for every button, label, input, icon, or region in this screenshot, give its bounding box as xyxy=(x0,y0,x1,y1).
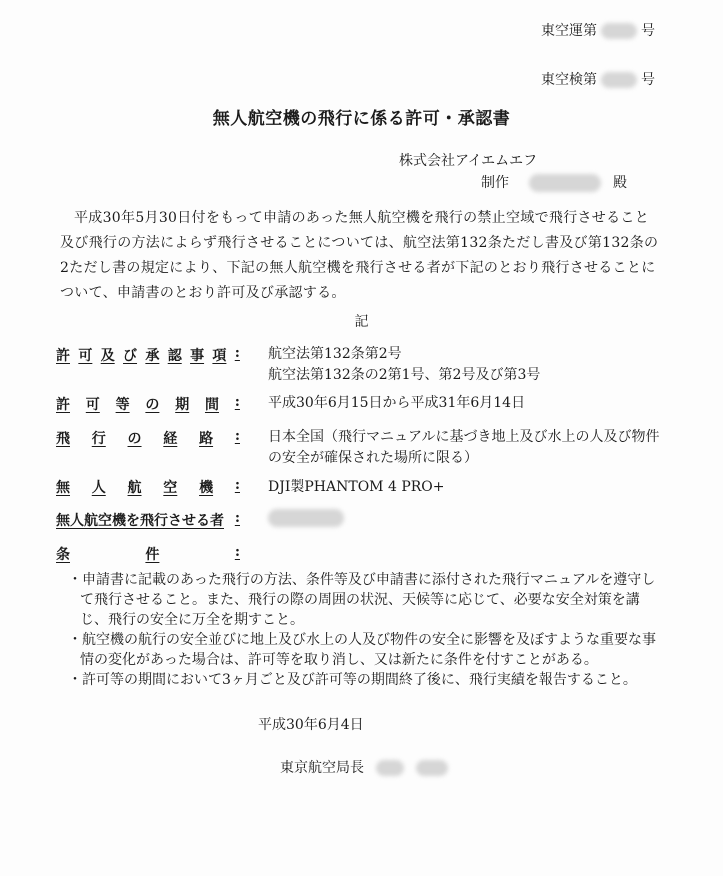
route-label: 飛 行 の 経 路 : xyxy=(56,428,240,447)
body-paragraph: 平成30年5月30日付をもって申請のあった無人航空機を飛行の禁止空域で飛行させること及び飛行の方法によらず飛行させることについては、航空法第132条ただし書及び第132条の2ただし書の規定により、下記の無人航空機を飛行させる者が下記のとおり飛行させることについて、申請書のとおり許可及び承認する。 xyxy=(60,210,659,301)
conditions-label: 条 件 : xyxy=(56,544,240,563)
route-value: 日本全国（飛行マニュアルに基づき地上及び水上の人及び物件の安全が確保された場所に限る） xyxy=(268,429,660,466)
ki-heading: 記 xyxy=(354,314,369,330)
conditions-list xyxy=(68,570,658,690)
redacted-issuer-given-name xyxy=(416,760,448,776)
operator-label: 無人航空機を飛行させる者 : xyxy=(56,510,240,529)
redacted-issuer-surname xyxy=(376,760,404,776)
redacted-name xyxy=(529,174,601,192)
addressee-company: 株式会社アイエムエフ xyxy=(399,153,538,169)
redacted-operator xyxy=(268,509,344,527)
aircraft-value: DJI製PHANTOM 4 PRO+ xyxy=(268,479,445,495)
permission-value: 航空法第132条第2号 航空法第132条の2第1号、第2号及び第3号 xyxy=(268,346,541,383)
condition-item: ・申請書に記載のあった飛行の方法、条件等及び申請書に添付された飛行マニュアルを遵守して飛行させること。また、飛行の際の周囲の状況、天候等に応じて、必要な安全対策を講じ、飛行の安全に万全を期すこと。 xyxy=(68,572,656,628)
condition-item: ・許可等の期間において3ヶ月ごと及び許可等の期間終了後に、飛行実績を報告すること。 xyxy=(68,672,637,688)
period-label: 許 可 等 の 期 間 : xyxy=(56,394,240,413)
period-value: 平成30年6月15日から平成31年6月14日 xyxy=(268,395,526,411)
permission-label: 許 可 及 び 承 認 事 項 : xyxy=(56,345,240,364)
redacted-number xyxy=(601,23,637,39)
reference-suffix: 号 xyxy=(641,72,655,88)
addressee-line xyxy=(481,172,627,192)
addressee-department: 制作 xyxy=(481,175,509,191)
reference-suffix: 号 xyxy=(641,23,655,39)
issuer-title: 東京航空局長 xyxy=(280,760,364,776)
redacted-number xyxy=(601,72,637,88)
reference-number-1 xyxy=(541,20,655,40)
issue-date: 平成30年6月4日 xyxy=(258,717,364,733)
addressee-honorific: 殿 xyxy=(613,175,627,191)
issuer-line xyxy=(280,757,448,777)
reference-number-2 xyxy=(541,69,655,89)
document-title: 無人航空機の飛行に係る許可・承認書 xyxy=(212,109,511,129)
aircraft-label: 無 人 航 空 機 : xyxy=(56,477,240,496)
reference-prefix: 東空検第 xyxy=(541,72,597,88)
condition-item: ・航空機の航行の安全並びに地上及び水上の人及び物件の安全に影響を及ぼすような重要な事情の変化があった場合は、許可等を取り消し、又は新たに条件を付すことがある。 xyxy=(68,632,656,668)
reference-prefix: 東空運第 xyxy=(541,23,597,39)
